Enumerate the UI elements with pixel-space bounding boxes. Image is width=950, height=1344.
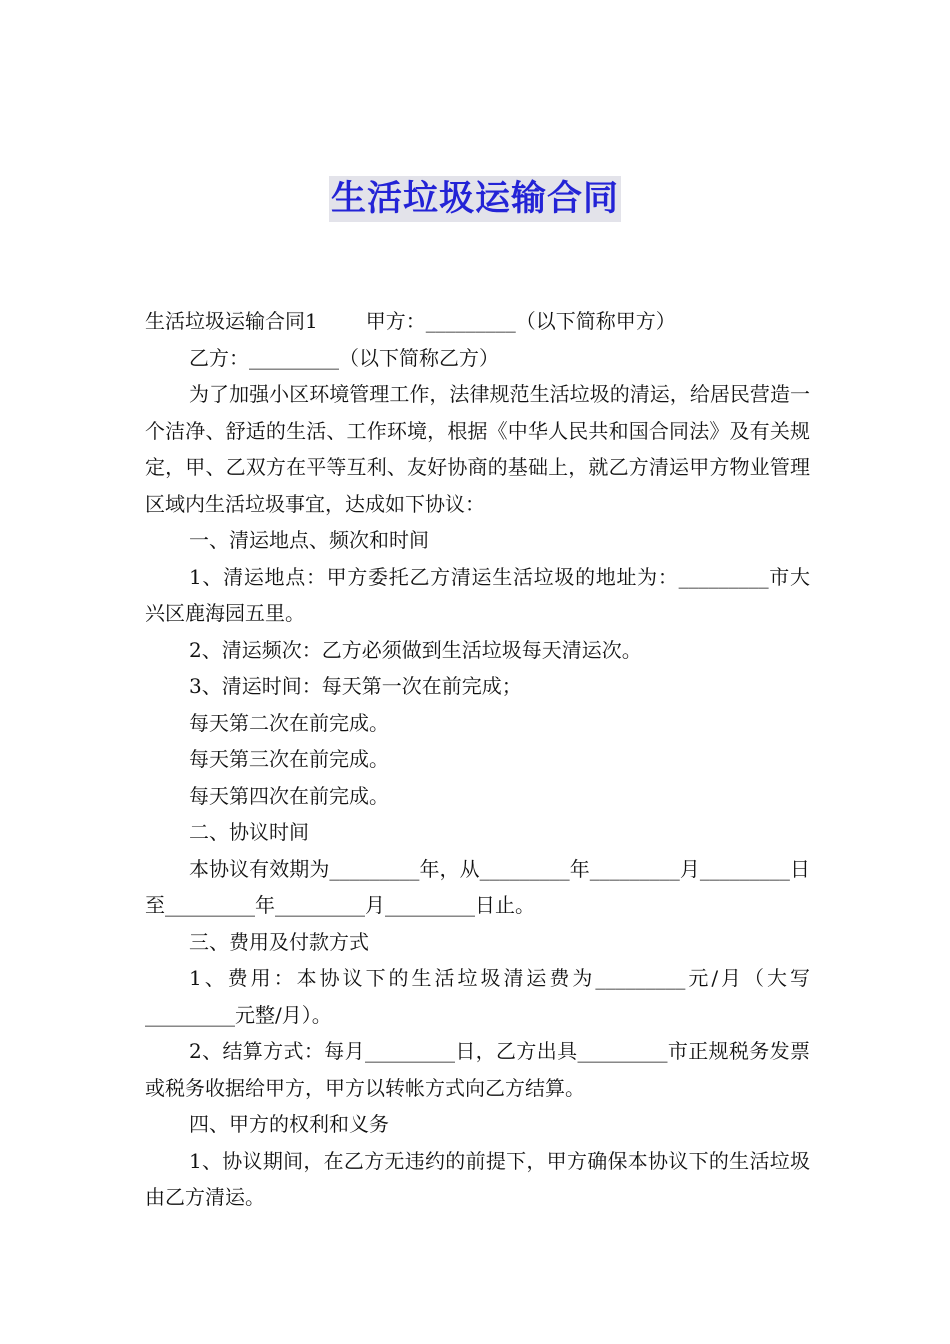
preamble-paragraph: 为了加强小区环境管理工作，法律规范生活垃圾的清运，给居民营造一个洁净、舒适的生活、工作环境，根据《中华人民共和国合同法》及有关规定，甲、乙双方在平等互利、友好协商的基础上，就乙方清运甲方物业管理区域内生活垃圾事宜，达成如下协议：	[145, 382, 810, 516]
section-3-item-1: 1、费用：本协议下的生活垃圾清运费为_________元/月（大写_________元整/月）。	[145, 966, 810, 1027]
title-block	[0, 176, 950, 222]
party-b-line: 乙方：_________（以下简称乙方）	[189, 345, 499, 370]
section-2-title: 二、协议时间	[189, 820, 309, 844]
section-1-title: 一、清运地点、频次和时间	[189, 528, 429, 552]
section-1-item-2: 2、清运频次：乙方必须做到生活垃圾每天清运次。	[189, 637, 642, 662]
section-1-item-3: 3、清运时间：每天第一次在前完成；	[189, 674, 522, 698]
party-a-line: 甲方：_________（以下简称甲方）	[365, 309, 676, 333]
intro-line	[145, 303, 810, 340]
document-body	[145, 303, 810, 1216]
section-3-item-2: 2、结算方式：每月_________日，乙方出具_________市正规税务发票或税务收据给甲方，甲方以转帐方式向乙方结算。	[145, 1039, 810, 1100]
section-1-item-3-fourth: 每天第四次在前完成。	[189, 783, 389, 808]
section-4-title: 四、甲方的权利和义务	[189, 1112, 389, 1136]
section-2-text: 本协议有效期为_________年，从_________年_________月_________日至_________年_________月_________日止。	[145, 856, 810, 917]
section-1-item-3-second: 每天第二次在前完成。	[189, 710, 389, 735]
section-1-item-3-third: 每天第三次在前完成。	[189, 747, 389, 771]
section-4-item-1: 1、协议期间，在乙方无违约的前提下，甲方确保本协议下的生活垃圾由乙方清运。	[145, 1148, 810, 1209]
document-title: 生活垃圾运输合同	[329, 176, 621, 222]
section-1-item-1: 1、清运地点：甲方委托乙方清运生活垃圾的地址为：_________市大兴区鹿海园五里。	[145, 564, 810, 625]
intro-heading: 生活垃圾运输合同1	[145, 309, 318, 333]
section-3-title: 三、费用及付款方式	[189, 929, 369, 954]
